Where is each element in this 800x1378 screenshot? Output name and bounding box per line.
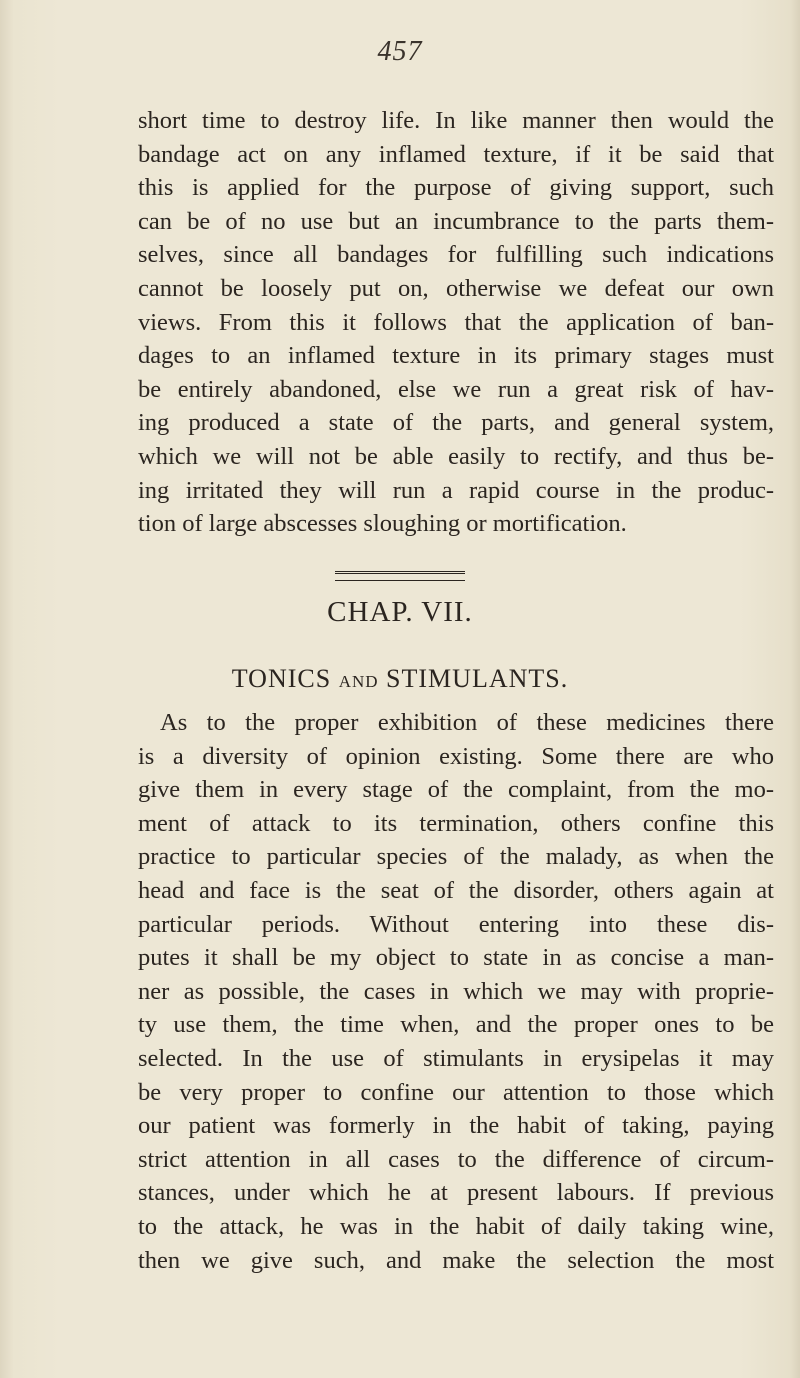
text-line: practice to particular species of the malady, as when the bbox=[138, 843, 774, 871]
text-line: selected. In the use of stimulants in erysipelas it may bbox=[138, 1044, 774, 1072]
text-line: As to the proper exhibition of these medicines there bbox=[160, 709, 774, 736]
section-title-joiner: AND bbox=[338, 672, 379, 691]
chapter-heading: CHAP. VII. bbox=[327, 596, 473, 628]
paragraph-tonics bbox=[138, 706, 774, 1277]
text-line: head and face is the seat of the disorder, others again at bbox=[138, 876, 774, 904]
text-line: particular periods. Without entering into these dis- bbox=[138, 910, 774, 938]
text-line: strict attention in all cases to the difference of circum- bbox=[138, 1145, 774, 1173]
text-line: stances, under which he at present labours. If previous bbox=[138, 1179, 774, 1207]
text-line: dages to an inflamed texture in its primary stages must bbox=[138, 342, 774, 370]
text-line: give them in every stage of the complaint, from the mo- bbox=[138, 776, 774, 804]
text-line: ing irritated they will run a rapid course in the produc- bbox=[138, 476, 774, 504]
paragraph-continued bbox=[138, 104, 774, 541]
text-line: which we will not be able easily to rectify, and thus be- bbox=[138, 442, 774, 470]
text-line: cannot be loosely put on, otherwise we defeat our own bbox=[138, 274, 774, 302]
text-line: then we give such, and make the selection the most bbox=[138, 1246, 774, 1274]
section-title bbox=[0, 664, 800, 694]
text-line: views. From this it follows that the application of ban- bbox=[138, 308, 774, 336]
text-line: this is applied for the purpose of giving support, such bbox=[138, 174, 774, 202]
text-line: ing produced a state of the parts, and general system, bbox=[138, 409, 774, 437]
text-line: be very proper to confine our attention to those which bbox=[138, 1078, 774, 1106]
text-line: bandage act on any inflamed texture, if it be said that bbox=[138, 140, 774, 168]
section-divider-rule bbox=[335, 571, 465, 574]
page-number: 457 bbox=[377, 36, 423, 67]
text-line: ty use them, the time when, and the proper ones to be bbox=[138, 1011, 774, 1039]
text-line: can be of no use but an incumbrance to the parts them- bbox=[138, 207, 774, 235]
section-divider-rule-thin bbox=[335, 580, 465, 581]
text-line: selves, since all bandages for fulfilling such indications bbox=[138, 241, 774, 269]
text-line: tion of large abscesses sloughing or mortification. bbox=[138, 510, 627, 538]
text-line: be entirely abandoned, else we run a great risk of hav- bbox=[138, 375, 774, 403]
section-title-left: TONICS bbox=[231, 664, 332, 693]
text-line: ment of attack to its termination, others confine this bbox=[138, 809, 774, 837]
text-line: is a diversity of opinion existing. Some there are who bbox=[138, 742, 774, 770]
section-title-right: STIMULANTS. bbox=[386, 664, 569, 693]
text-line: short time to destroy life. In like manner then would the bbox=[138, 107, 774, 134]
text-line: ner as possible, the cases in which we may with proprie- bbox=[138, 977, 774, 1005]
text-line: our patient was formerly in the habit of taking, paying bbox=[138, 1112, 774, 1140]
text-line: putes it shall be my object to state in as concise a man- bbox=[138, 944, 774, 972]
text-line: to the attack, he was in the habit of daily taking wine, bbox=[138, 1212, 774, 1240]
